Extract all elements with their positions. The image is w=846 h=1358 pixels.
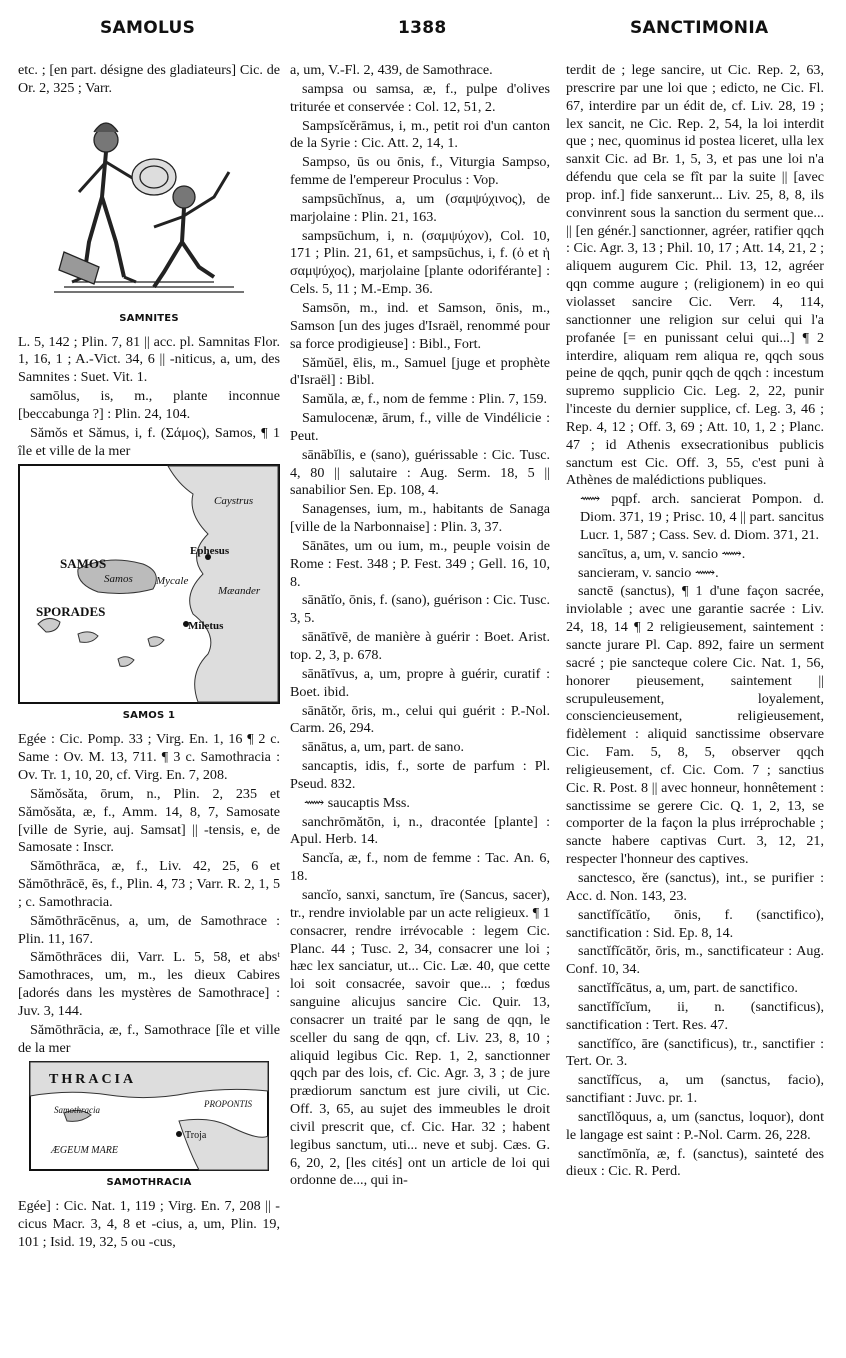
dictionary-entry: sanctĭfĭcĭum, ii, n. (sanctificus), sanctification : Tert. Res. 47. xyxy=(566,998,828,1033)
column-1 xyxy=(18,62,284,1253)
dictionary-entry: Sampsĭcĕrāmus, i, m., petit roi d'un canton de la Syrie : Cic. Att. 2, 14, 1. xyxy=(290,117,554,152)
dictionary-entry: sanctĭfĭcātus, a, um, part. de sanctifico. xyxy=(578,980,798,997)
dictionary-entry: Sămōthrācia, æ, f., Samothrace [île et ville de la mer xyxy=(18,1021,284,1056)
map-label: Mycale xyxy=(156,575,189,588)
dictionary-entry: sanctĭfĭcus, a, um (sanctus, facio), sanctifiant : Juvc. pr. 1. xyxy=(566,1072,828,1107)
figure-samnites xyxy=(18,102,280,328)
map-label: SAMOS xyxy=(60,556,107,572)
dictionary-entry: Sămōthrāces dii, Varr. L. 5, 58, et absᵗ Samothraces, um, m., les dieux Cabires [adorés dans les mystères de Samothrace] : Juv. 3, 144. xyxy=(18,949,284,1019)
dictionary-entry: Samulocenæ, ārum, f., ville de Vindélicie : Peut. xyxy=(290,410,554,444)
dictionary-entry: Sānātes, um ou ium, m., peuple voisin de Rome : Fest. 348 ; P. Fest. 349 ; Gell. 16, 10, 8. xyxy=(290,537,554,590)
column-2 xyxy=(290,62,554,1191)
dictionary-entry: sānābĭlis, e (sano), guérissable : Cic. Tusc. 4, 80 || salutaire : Aug. Serm. 18, 5 || sanabilior Sen. Ep. 108, 4. xyxy=(290,446,554,499)
dictionary-entry: sanctĭfĭco, āre (sanctificus), tr., sanctifier : Tert. Or. 3. xyxy=(566,1035,828,1070)
dictionary-entry: sānātīvus, a, um, propre à guérir, curatif : Boet. ibid. xyxy=(290,665,554,700)
figure-samos-map xyxy=(18,464,280,725)
samos-map xyxy=(18,464,280,704)
dictionary-entry: L. 5, 142 ; Plin. 7, 81 || acc. pl. Samnitas Flor. 1, 16, 1 ; A.-Vict. 34, 6 || -niticus, a, um, des Samnites : Suet. Vit. 1. xyxy=(18,333,284,386)
dictionary-entry: sanctĭlŏquus, a, um (sanctus, loquor), dont le langage est saint : P.-Nol. Carm. 26, 228. xyxy=(566,1108,828,1143)
figure-caption: SAMOS 1 xyxy=(122,710,176,722)
samnites-illustration xyxy=(44,102,254,307)
map-label: PROPONTIS xyxy=(204,1099,252,1110)
dictionary-entry: ⟿ saucaptis Mss. xyxy=(304,794,410,811)
map-label: Miletus xyxy=(188,620,224,633)
map-label: Mæander xyxy=(218,585,261,598)
dictionary-entry: sampsūchĭnus, a, um (σαμψύχινος), de marjolaine : Plin. 21, 163. xyxy=(290,190,554,225)
dictionary-entry: sancītus, a, um, v. sancio ⟿. xyxy=(578,545,746,562)
dictionary-entry: sanctĭmōnĭa, æ, f. (sanctus), sainteté des dieux : Cic. R. Perd. xyxy=(566,1145,828,1180)
dictionary-entry: Samsōn, m., ind. et Samson, ōnis, m., Samson [un des juges d'Israël, renommé pour sa force prodigieuse] : Bibl., Fort. xyxy=(290,299,554,352)
dictionary-entry: sānātĭo, ōnis, f. (sano), guérison : Cic. Tusc. 3, 5. xyxy=(290,592,554,627)
dictionary-entry: Egée] : Cic. Nat. 1, 119 ; Virg. En. 7, 208 || -cicus Macr. 3, 4, 8 et -cius, a, um, Plin. 19, 101 ; Isid. 19, 32, 5 ou -cus, xyxy=(18,1198,284,1250)
dictionary-entry: sancieram, v. sancio ⟿. xyxy=(578,564,719,581)
map-label: Ephesus xyxy=(190,545,230,558)
dictionary-entry: a, um, V.-Fl. 2, 439, de Samothrace. xyxy=(290,62,493,78)
running-head-right: SANCTIMONIA xyxy=(630,18,769,38)
dictionary-entry: samōlus, is, m., plante inconnue [beccabunga ?] : Plin. 24, 104. xyxy=(18,388,284,422)
figure-caption: SAMNITES xyxy=(119,312,179,324)
dictionary-entry: Sămōthrācēnus, a, um, de Samothrace : Plin. 11, 167. xyxy=(18,912,284,947)
map-label: Samothracia xyxy=(54,1105,100,1116)
dictionary-entry: sānātŏr, ōris, m., celui qui guérit : P.-Nol. Carm. 26, 294. xyxy=(290,702,554,737)
running-head-left: SAMOLUS xyxy=(100,18,196,38)
dictionary-entry: etc. ; [en part. désigne des gladiateurs] Cic. de Or. 2, 325 ; Varr. xyxy=(18,62,284,96)
dictionary-entry: ⟿ pqpf. arch. sancierat Pompon. d. Diom. 371, 19 ; Prisc. 10, 4 || part. sancitus Lucr. 1, 587 ; Cass. Sev. d. Diom. 371, 21. xyxy=(580,491,828,543)
dictionary-entry: sampsūchum, i, n. (σαμψύχον), Col. 10, 171 ; Plin. 21, 61, et sampsūchus, i, f. (ὁ et ἡ σαμψύχος), marjolaine [plante odoriférante] : Cels. 5, 11 ; M.-Emp. 36. xyxy=(290,227,554,298)
page-number: 1388 xyxy=(398,18,447,38)
dictionary-entry: sānātus, a, um, part. de sano. xyxy=(302,739,465,756)
dictionary-entry: Sanagenses, ium, m., habitants de Sanaga [ville de la Narbonnaise] : Plin. 3, 37. xyxy=(290,501,554,536)
column-3 xyxy=(566,62,828,1182)
figure-samothracia-map xyxy=(18,1061,280,1192)
dictionary-entry: Sampso, ūs ou ōnis, f., Viturgia Sampso, femme de l'empereur Proculus : Vop. xyxy=(290,154,554,189)
dictionary-entry: sampsa ou samsa, æ, f., pulpe d'olives triturée et conservée : Col. 12, 51, 2. xyxy=(290,80,554,115)
page-header xyxy=(0,18,846,48)
dictionary-entry: Sămŏsăta, ōrum, n., Plin. 2, 235 et Sămŏsăta, æ, f., Amm. 14, 8, 7, Samosate [ville de Syrie, auj. Samsat] || -tensis, e, de Samosate : Inscr. xyxy=(18,785,284,856)
map-label: ÆGEUM MARE xyxy=(51,1145,118,1157)
dictionary-entry: sancaptis, idis, f., sorte de parfum : Pl. Pseud. 832. xyxy=(290,758,554,792)
samothracia-map xyxy=(29,1061,269,1171)
dictionary-entry: Egée : Cic. Pomp. 33 ; Virg. En. 1, 16 ¶ 2 c. Same : Ov. M. 13, 711. ¶ 3 c. Samothracia : Ov. Tr. 1, 10, 20, cf. Virg. En. 7, 208. xyxy=(18,731,284,783)
dictionary-entry: sanctē (sanctus), ¶ 1 d'une façon sacrée, inviolable ; avec une garantie sacrée : Liv. 24, 18, 14 ¶ 2 religieusement, saintement : sancte jurare Pl. Cap. 892, faire un serment sacré ; pie sancteque colere Cic. Nat. 1, 56, honorer pieusement, saintement || scrupuleusement, loyalement, consciencieusement, religieusement, fidèlement : aliquid sanctissime observare Cic. Fam. 5, 8, 5, observer qqch religieusement, cf. Cic. Com. 7 ; sanctius Cic. R. Post. 8 || avec honneur, honnêtement : sanctissime se gerere Cic. Q. 1, 2, 13, se comporter de la façon la plus irréprochable ; sancte habere captivas Curt. 3, 12, 21, respecter l'honneur des captives. xyxy=(566,583,828,868)
dictionary-entry: Sancĭa, æ, f., nom de femme : Tac. An. 6, 18. xyxy=(290,850,554,885)
dictionary-entry: sānātīvē, de manière à guérir : Boet. Arist. top. 2, 3, p. 678. xyxy=(290,629,554,663)
map-label: Troja xyxy=(185,1130,207,1142)
dictionary-entry: sanctesco, ĕre (sanctus), int., se purifier : Acc. d. Non. 143, 23. xyxy=(566,869,827,904)
dictionary-entry: sanctĭfĭcātĭo, ōnis, f. (sanctifico), sanctification : Sid. Ep. 8, 14. xyxy=(566,906,828,941)
dictionary-entry: sancĭo, sanxi, sanctum, īre (Sancus, sacer), tr., rendre inviolable par un acte religieux. ¶ 1 consacrer, rendre irrévocable : legem Cic. Planc. 44 ; Tusc. 2, 34, consacrer une loi ; hæc lex sanciatur, ut... Cic. Læ. 40, que cette loi soit consacrée, savoir que... ; fœdus sanguine alicujus sancire Cic. Quir. 13, consacrer un traité par le sang de qqn, le sceller du sang de qqn, cf. Liv. 23, 8, 10 ; aliquid legibus Cic. Rep. 1, 2, sanctionner qqch par des lois, cf. Cic. Agr. 3, 3 ; de jure prædiorum sanctum est jure civili, ut Cic. Off. 3, 65, au sujet des immeubles le droit civil prescrit que, cf. Cic. Har. 32 ; habent legibus sanctum, uti... neve et subj. Cæs. G. 6, 20, 2, [les cités] ont un article de loi qui ordonne de..., qui in- xyxy=(290,886,554,1189)
figure-caption: SAMOTHRACIA xyxy=(106,1177,192,1189)
dictionary-entry: terdit de ; lege sancire, ut Cic. Rep. 2, 63, prescrire par une loi que ; edicto, ne Cic. Fl. 67, interdire par un édit de, cf. Liv. 28, 19 ; lex sancit, ne Cic. Rep. 2, 54, la loi interdit que ; nec, quominus id postea liceret, ulla lex sanxit Cic. ad Br. 1, 5, 3, et pas une loi n'a défendu que cela se fît par la suite || [avec prop. inf.] fide sanxerunt... Liv. 25, 8, 8, ils convinrent sous la sanction du serment que... || [en génér.] sanctionner, agréer, ratifier qqch : Cic. Agr. 3, 13 ; Phil. 10, 17 ; Att. 14, 21, 2 ; aliquem augurem Cic. Phil. 13, 12, agréer qqn comme augure ; (religionem) in eo qui violasset sancire Cic. Verr. 4, 114, sanctionner une religion sur celui qui l'a profanée [= en punissant celui qui...] ¶ 2 interdire, aliquam rem aliqua re, qqch sous peine de qqch, punir qqch de qqch : incestum supremo supplicio Cic. Leg. 2, 22, punir l'inceste du dernier supplice, cf. Leg. 3, 46 ; Rep. 4, 12 ; Off. 3, 69 ; Att. 10, 1, 2 ; Planc. 47 ; id Athenis exsecrationibus publicis sanctum est Cic. Off. 3, 55, c'est puni à Athènes de malédictions publiques. xyxy=(566,62,828,489)
map-label: THRACIA xyxy=(49,1072,137,1088)
map-label: SPORADES xyxy=(36,604,106,620)
dictionary-entry: sanchrōmătōn, i, n., dracontée [plante] : Apul. Herb. 14. xyxy=(290,813,553,848)
map-label: Caystrus xyxy=(214,495,254,508)
dictionary-entry: Sămŏs et Sămus, i, f. (Σάμος), Samos, ¶ 1 île et ville de la mer xyxy=(18,424,284,459)
dictionary-entry: Samŭla, æ, f., nom de femme : Plin. 7, 159. xyxy=(302,391,548,408)
dictionary-entry: Sămŭēl, ēlis, m., Samuel [juge et prophète d'Israël] : Bibl. xyxy=(290,354,554,389)
dictionary-entry: sanctĭfĭcātŏr, ōris, m., sanctificateur : Aug. Conf. 10, 34. xyxy=(566,943,828,978)
dictionary-entry: Sămōthrāca, æ, f., Liv. 42, 25, 6 et Sămōthrācē, ēs, f., Plin. 4, 73 ; Varr. R. 2, 1, 5 ; c. Samothracia. xyxy=(18,858,284,910)
map-label: Samos xyxy=(104,573,133,586)
